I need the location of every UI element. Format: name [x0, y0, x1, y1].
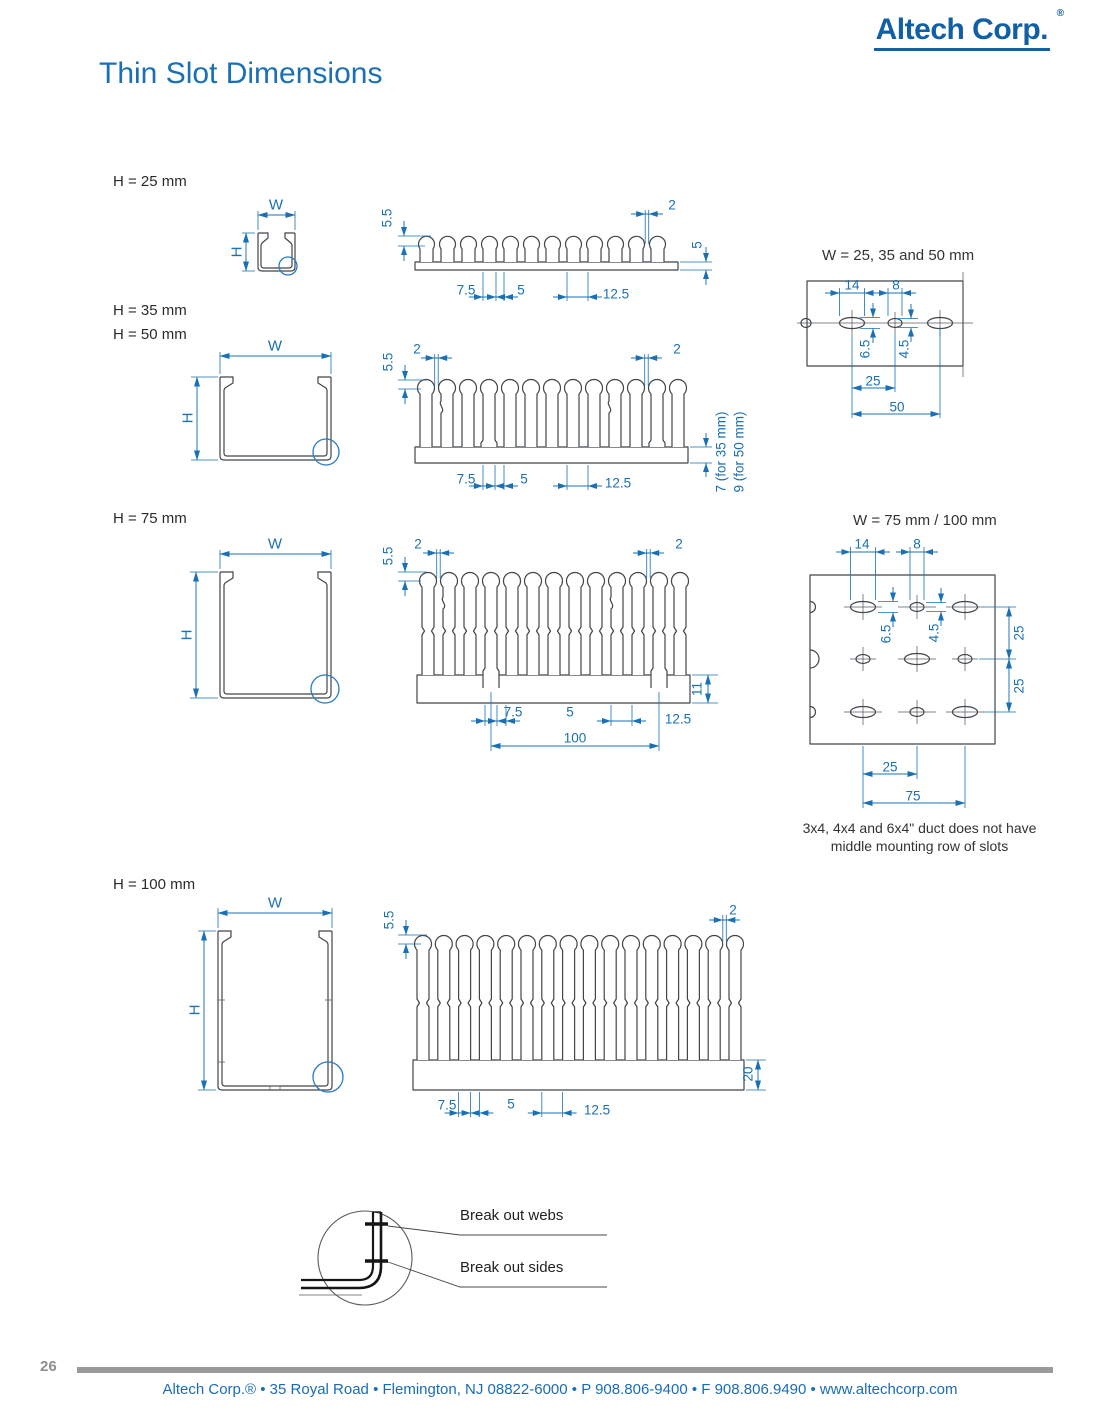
slot-finger	[566, 236, 582, 262]
section-label-h75: H = 75 mm	[113, 510, 187, 527]
slot-finger	[588, 572, 605, 675]
dim-label: 6.5	[878, 624, 894, 644]
dim-label: 2	[673, 341, 681, 357]
slot-finger	[456, 935, 473, 1060]
dim-label: 7 (for 35 mm)	[713, 411, 729, 493]
dim-label: 12.5	[604, 475, 632, 491]
dim-label: W	[267, 535, 283, 553]
mounting-pattern-large	[810, 537, 1027, 809]
slot-finger	[483, 572, 500, 688]
dim-label: 2	[729, 902, 737, 918]
breakout-detail	[299, 1211, 607, 1305]
dim-label: H	[178, 629, 196, 641]
slot-finger	[586, 379, 603, 447]
detail-circle	[311, 675, 339, 703]
slot-finger	[609, 572, 626, 675]
breakout-webs-label: Break out webs	[460, 1207, 564, 1224]
dim-label: 5.5	[379, 208, 395, 228]
page-title: Thin Slot Dimensions	[99, 57, 383, 90]
slot-finger	[420, 572, 437, 675]
detail-circle	[313, 439, 339, 465]
dim-label: 2	[413, 341, 421, 357]
slot-finger	[664, 935, 681, 1060]
slot-finger	[565, 379, 582, 447]
slot-finger	[524, 236, 540, 262]
duct-outline	[218, 931, 332, 1090]
section-label-h100: H = 100 mm	[113, 876, 196, 893]
slot-finger	[650, 236, 666, 262]
dim-label: 7.5	[456, 282, 476, 298]
slot-finger	[651, 572, 668, 688]
duct-outline	[222, 931, 328, 1086]
slot-finger	[462, 572, 479, 675]
slot-finger	[481, 379, 498, 447]
mounting-note-line1: 3x4, 4x4 and 6x4" duct does not have	[802, 820, 1037, 836]
leader-lines	[388, 1226, 607, 1287]
slot-finger	[545, 236, 561, 262]
dim-label: 7.5	[456, 471, 476, 487]
dim-label: 5	[517, 282, 525, 298]
slot-finger	[608, 236, 624, 262]
mounting-small-caption: W = 25, 35 and 50 mm	[822, 247, 975, 264]
slot-finger	[503, 236, 519, 262]
dim-label: 6.5	[857, 339, 873, 359]
slot-finger	[623, 935, 640, 1060]
slot-finger	[419, 236, 435, 262]
slot-finger	[435, 935, 452, 1060]
mounting-large-caption: W = 75 mm / 100 mm	[853, 512, 997, 529]
dim-label: 5.5	[381, 910, 397, 930]
slot-finger	[602, 935, 619, 1060]
slot-finger	[706, 935, 723, 1060]
dim-label: 9 (for 50 mm)	[731, 411, 747, 493]
duct-outline	[224, 572, 327, 694]
slot-finger	[415, 935, 432, 1060]
dim-label: 12.5	[602, 286, 630, 302]
duct-outline	[261, 233, 292, 268]
slot-finger	[670, 379, 687, 447]
mounting-note-line2: middle mounting row of slots	[830, 838, 1009, 855]
slot-finger	[482, 236, 498, 262]
slot-finger	[560, 935, 577, 1060]
detail-circle	[279, 257, 297, 275]
dim-label: 25	[882, 759, 898, 775]
slot-finger	[539, 935, 556, 1060]
cross-section-h35-50	[180, 338, 340, 466]
slot-finger	[630, 572, 647, 675]
slot-profile-h25	[380, 198, 713, 302]
slot-finger	[460, 379, 477, 447]
dim-label: 25	[865, 373, 881, 389]
slot-finger	[587, 236, 603, 262]
dim-label: 2	[675, 536, 683, 552]
mounting-pattern-small	[797, 272, 973, 418]
slot-finger	[546, 572, 563, 675]
slot-finger	[628, 379, 645, 447]
slot-finger	[567, 572, 584, 675]
dim-label: 5	[507, 1096, 515, 1112]
dim-label: 7.5	[503, 704, 523, 720]
slot-finger	[441, 572, 458, 675]
slot-finger	[629, 236, 645, 262]
breakout-marks	[365, 1224, 388, 1261]
dim-label: 2	[414, 536, 422, 552]
slot-finger	[477, 935, 494, 1060]
dim-label: 11	[689, 681, 705, 697]
slot-finger	[643, 935, 660, 1060]
slot-finger	[523, 379, 540, 447]
altech-logo: Altech Corp.	[874, 13, 1050, 51]
dim-label: 8	[913, 536, 921, 552]
dim-label: 5	[689, 241, 705, 249]
dim-label: 14	[854, 536, 870, 552]
breakout-sides-label: Break out sides	[460, 1259, 564, 1276]
slot-finger	[439, 379, 456, 447]
dim-label: 50	[889, 399, 905, 415]
dim-label: 5.5	[380, 352, 396, 372]
dim-label: H	[179, 412, 197, 424]
slot-profile-h35-50	[381, 342, 747, 493]
section-label-h35: H = 35 mm	[113, 302, 187, 319]
slot-finger	[544, 379, 561, 447]
slot-profile-h100	[382, 903, 767, 1118]
dim-label: 12.5	[583, 1102, 611, 1118]
slot-finger	[502, 379, 519, 447]
dim-label: 5	[566, 704, 574, 720]
cross-section-h25	[229, 197, 298, 276]
dim-label: 25	[1011, 625, 1027, 641]
dim-label: 14	[844, 277, 860, 293]
dim-label: W	[267, 894, 283, 912]
dim-label: H	[228, 246, 246, 258]
slot-finger	[672, 572, 689, 675]
duct-outline	[224, 377, 327, 456]
slot-finger	[607, 379, 624, 447]
slot-finger	[440, 236, 456, 262]
dim-label: 100	[563, 730, 587, 746]
slot-finger	[649, 379, 666, 447]
slot-finger	[519, 935, 536, 1060]
slot-finger	[461, 236, 477, 262]
dim-label: 75	[905, 788, 921, 804]
slot-finger	[581, 935, 598, 1060]
dim-label: 4.5	[896, 339, 912, 359]
duct-outline	[258, 233, 295, 271]
dim-label: 12.5	[664, 711, 692, 727]
slot-finger	[498, 935, 515, 1060]
cross-section-h75	[179, 536, 340, 704]
slot-finger	[727, 935, 744, 1060]
slot-profile-h75	[381, 537, 719, 752]
cross-section-h100	[187, 895, 344, 1093]
page-number: 26	[40, 1358, 57, 1375]
dim-label: 5.5	[380, 546, 396, 566]
dim-label: H	[186, 1004, 204, 1016]
dim-label: W	[268, 196, 284, 214]
slot-finger	[504, 572, 521, 675]
section-label-h25: H = 25 mm	[113, 173, 187, 190]
dim-label: 2	[668, 197, 676, 213]
dim-label: 25	[1011, 678, 1027, 694]
dim-label: 5	[520, 471, 528, 487]
dim-label: 8	[892, 277, 900, 293]
footer-contact-line: Altech Corp.® • 35 Royal Road • Flemington, NJ 08822-6000 • P 908.806-9400 • F 908.806.9490 • www.altechcorp.com	[162, 1381, 958, 1398]
slot-finger	[685, 935, 702, 1060]
slot-finger	[525, 572, 542, 675]
registered-mark: ®	[1056, 8, 1064, 19]
dim-label: W	[267, 337, 283, 355]
slot-finger	[418, 379, 435, 447]
dim-label: 4.5	[926, 623, 942, 643]
section-label-h50: H = 50 mm	[113, 326, 187, 343]
dim-label: 20	[740, 1066, 756, 1082]
dim-label: 7.5	[437, 1097, 457, 1113]
